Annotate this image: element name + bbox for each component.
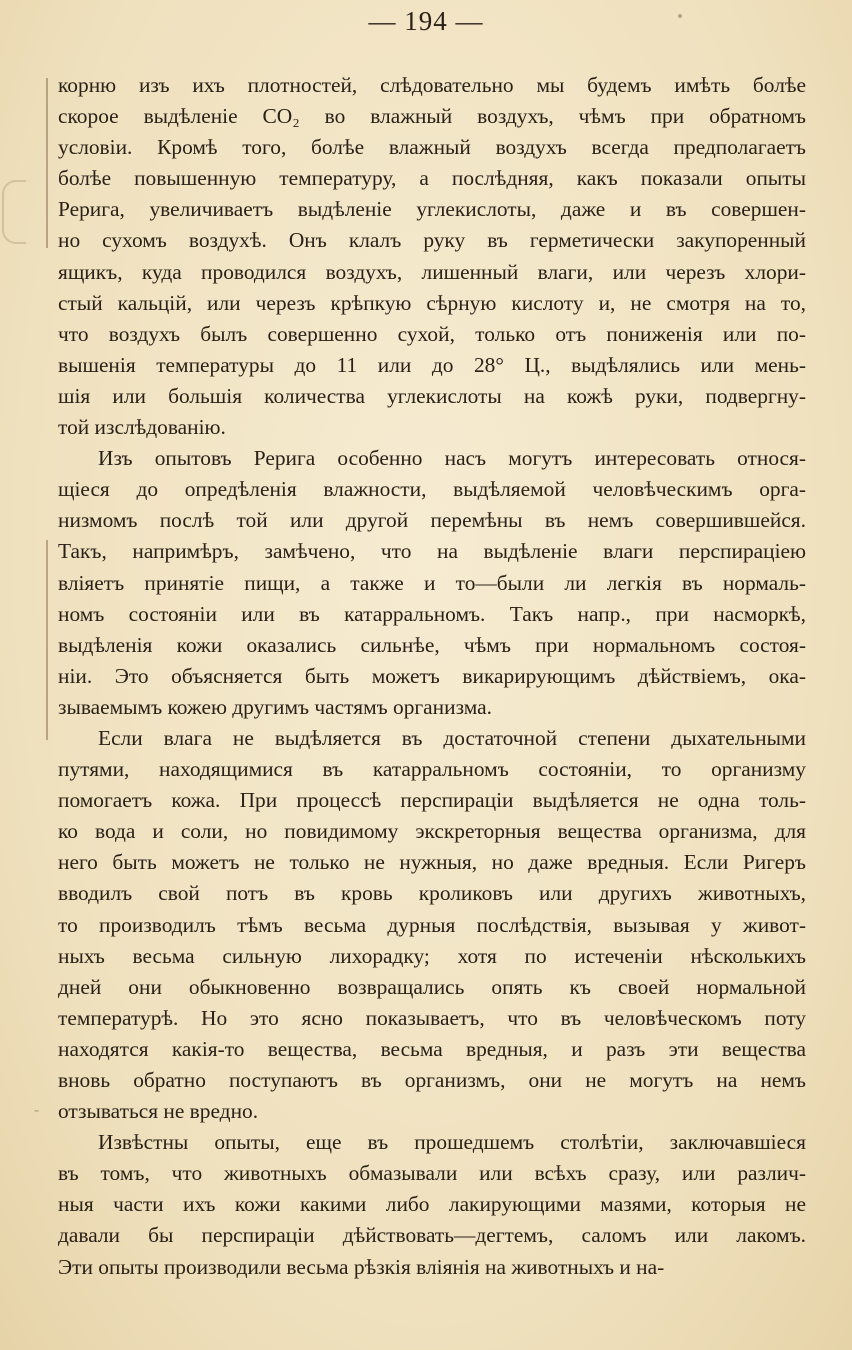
margin-pencil-line xyxy=(46,540,48,740)
text-line: стый кальцій, или черезъ крѣпкую сѣрную кислоту и, не смотря на то, xyxy=(58,290,806,315)
text-line: болѣе повышенную температуру, а послѣдняя, какъ показали опыты xyxy=(58,166,806,191)
text-line: него быть можетъ не только не нужныя, но даже вредныя. Если Ригеръ xyxy=(58,850,806,875)
text-line: въ томъ, что животныхъ обмазывали или всѣхъ сразу, или различ- xyxy=(58,1161,806,1186)
text-line: скорое выдѣленіе СО₂ во влажный воздухъ, чѣмъ при обратномъ xyxy=(58,104,806,129)
text-line: ко вода и соли, но повидимому экскреторныя вещества организма, для xyxy=(58,819,806,844)
paragraph xyxy=(58,723,806,1127)
text-line: Если влага не выдѣляется въ достаточной степени дыхательными xyxy=(98,725,806,750)
text-line: помогаетъ кожа. При процессѣ перспираціи выдѣляется не одна толь- xyxy=(58,788,806,813)
text-line: Эти опыты производили весьма рѣзкія вліянія на животныхъ и на- xyxy=(58,1254,665,1279)
text-line: что воздухъ былъ совершенно сухой, только отъ пониженія или по- xyxy=(58,321,806,346)
text-line: Рерига, увеличиваетъ выдѣленіе углекислоты, даже и въ совершен- xyxy=(58,197,806,222)
margin-mark: - xyxy=(34,1100,40,1119)
text-line: вводилъ свой потъ въ кровь кроликовъ или другихъ животныхъ, xyxy=(58,881,806,906)
text-line: но сухомъ воздухѣ. Онъ клалъ руку въ герметически закупоренный xyxy=(58,228,806,253)
text-line: ныхъ весьма сильную лихорадку; хотя по истеченіи нѣсколькихъ xyxy=(58,943,806,968)
text-line: той изслѣдованію. xyxy=(58,415,226,440)
text-line: шія или большія количества углекислоты на кожѣ руки, подвергну- xyxy=(58,383,806,408)
text-line: условіи. Кромѣ того, болѣе влажный воздухъ всегда предполагаетъ xyxy=(58,135,806,160)
text-line: Извѣстны опыты, еще въ прошедшемъ столѣтіи, заключавшіеся xyxy=(98,1130,806,1155)
text-line: температурѣ. Но это ясно показываетъ, что въ человѣческомъ поту xyxy=(58,1005,806,1030)
text-line: отзываться не вредно. xyxy=(58,1099,259,1124)
text-line: выдѣленія кожи оказались сильнѣе, чѣмъ при нормальномъ состоя- xyxy=(58,632,806,657)
text-line: ящикъ, куда проводился воздухъ, лишенный влаги, или черезъ хлори- xyxy=(58,259,806,284)
text-line: вышенія температуры до 11 или до 28° Ц., выдѣлялись или мень- xyxy=(58,352,806,377)
text-line: номъ состояніи или въ катарральномъ. Такъ напр., при насморкѣ, xyxy=(58,601,806,626)
text-line: ніи. Это объясняется быть можетъ викарирующимъ дѣйствіемъ, ока- xyxy=(58,663,806,688)
text-line: Такъ, напримѣръ, замѣчено, что на выдѣленіе влаги перспираціею xyxy=(58,539,806,564)
text-line: то производилъ тѣмъ весьма дурныя послѣдствія, вызывая у живот- xyxy=(58,912,806,937)
ink-speck xyxy=(678,14,682,18)
text-line: вліяетъ принятіе пищи, а также и то—были ли легкія въ нормаль- xyxy=(58,570,806,595)
text-line: Изъ опытовъ Рерига особенно насъ могутъ интересовать относя- xyxy=(98,446,806,471)
document-body xyxy=(58,70,806,1283)
text-line: корню изъ ихъ плотностей, слѣдовательно мы будемъ имѣть болѣе xyxy=(58,73,806,97)
text-line: дней они обыкновенно возвращались опять къ своей нормальной xyxy=(58,974,806,999)
text-line: низмомъ послѣ той или другой перемѣны въ немъ совершившейся. xyxy=(58,508,806,533)
margin-pencil-bracket xyxy=(2,180,26,244)
text-line: щіеся до опредѣленія влажности, выдѣляемой человѣческимъ орга- xyxy=(58,477,806,502)
text-line: давали бы перспираціи дѣйствовать—дегтемъ, саломъ или лакомъ. xyxy=(58,1223,806,1248)
paragraph xyxy=(58,1127,806,1282)
paragraph xyxy=(58,443,806,723)
margin-pencil-line xyxy=(46,78,48,248)
text-line: ныя части ихъ кожи какими либо лакирующими мазями, которыя не xyxy=(58,1192,806,1217)
page-number: — 194 — xyxy=(368,6,484,36)
paragraph xyxy=(58,70,806,443)
text-line: находятся какія-то вещества, весьма вредныя, и разъ эти вещества xyxy=(58,1036,806,1061)
text-line: путями, находящимися въ катарральномъ состояніи, то организму xyxy=(58,757,806,782)
text-line: зываемымъ кожею другимъ частямъ организма. xyxy=(58,694,492,719)
text-line: вновь обратно поступаютъ въ организмъ, они не могутъ на немъ xyxy=(58,1068,806,1092)
